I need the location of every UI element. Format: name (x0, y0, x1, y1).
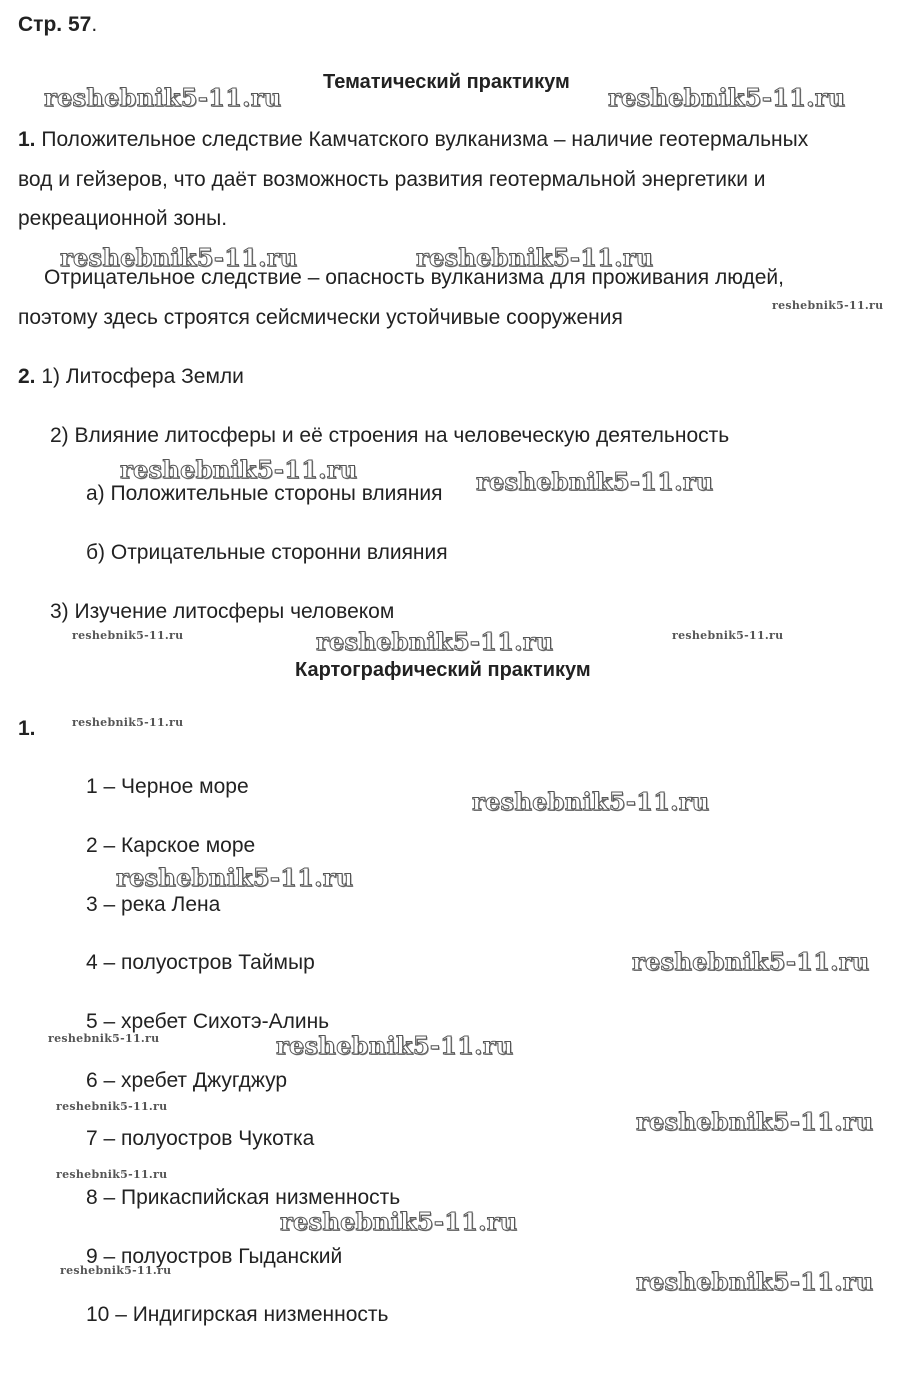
thematic-heading: Тематический практикум (323, 71, 570, 93)
map-item-6: 6 – хребет Джугджур (86, 1069, 288, 1092)
watermark-small: reshebnik5-11.ru (56, 1100, 168, 1113)
map-item-2: 2 – Карское море (86, 834, 256, 857)
task-text: 1) Литосфера Земли (41, 365, 244, 388)
map-item-4: 4 – полуостров Таймыр (86, 951, 315, 974)
thematic-task2-item-2a: а) Положительные стороны влияния (86, 482, 443, 505)
thematic-task2-item-1 (18, 364, 244, 390)
thematic-task2-item-2: 2) Влияние литосферы и её строения на человеческую деятельность (50, 424, 730, 447)
thematic-task1-line-5: поэтому здесь строятся сейсмически устойчивые сооружения (18, 306, 623, 329)
watermark-small: reshebnik5-11.ru (72, 629, 184, 642)
map-item-9: 9 – полуостров Гыданский (86, 1245, 343, 1268)
map-item-5: 5 – хребет Сихотэ-Алинь (86, 1010, 330, 1033)
task-text: Положительное следствие Камчатского вулканизма – наличие геотермальных (41, 128, 809, 151)
thematic-task1-line-4: Отрицательное следствие – опасность вулканизма для проживания людей, (44, 266, 784, 289)
task-number: 1. (18, 128, 36, 151)
watermark: reshebnik5-11.ru (44, 83, 282, 112)
watermark: reshebnik5-11.ru (636, 1107, 874, 1136)
watermark-small: reshebnik5-11.ru (60, 1264, 172, 1277)
map-item-7: 7 – полуостров Чукотка (86, 1127, 315, 1150)
watermark: reshebnik5-11.ru (632, 947, 870, 976)
map-item-10: 10 – Индигирская низменность (86, 1303, 389, 1326)
map-item-1: 1 – Черное море (86, 775, 249, 798)
watermark: reshebnik5-11.ru (276, 1031, 514, 1060)
page-label-dot: . (91, 13, 98, 36)
thematic-task1-line-2: вод и гейзеров, что даёт возможность развития геотермальной энергетики и (18, 168, 766, 191)
thematic-task1-line-1 (18, 127, 808, 153)
watermark: reshebnik5-11.ru (416, 243, 654, 272)
watermark: reshebnik5-11.ru (636, 1267, 874, 1296)
map-item-3: 3 – река Лена (86, 893, 221, 916)
thematic-task2-item-2b: б) Отрицательные сторонни влияния (86, 541, 448, 564)
watermark: reshebnik5-11.ru (116, 863, 354, 892)
task-number: 2. (18, 365, 36, 388)
watermark: reshebnik5-11.ru (120, 455, 358, 484)
cartographic-task1-number: 1. (18, 717, 36, 740)
page-label-text: Стр. 57 (18, 13, 92, 36)
watermark-small: reshebnik5-11.ru (48, 1032, 160, 1045)
watermark: reshebnik5-11.ru (316, 627, 554, 656)
watermark: reshebnik5-11.ru (608, 83, 846, 112)
watermark: reshebnik5-11.ru (476, 467, 714, 496)
watermark-small: reshebnik5-11.ru (72, 716, 184, 729)
watermark-small: reshebnik5-11.ru (772, 299, 884, 312)
thematic-task1-line-3: рекреационной зоны. (18, 207, 228, 230)
watermark: reshebnik5-11.ru (472, 787, 710, 816)
page-label (18, 12, 97, 38)
watermark: reshebnik5-11.ru (280, 1207, 518, 1236)
map-item-8: 8 – Прикаспийская низменность (86, 1186, 401, 1209)
cartographic-heading: Картографический практикум (295, 659, 591, 681)
watermark-small: reshebnik5-11.ru (672, 629, 784, 642)
watermark-small: reshebnik5-11.ru (56, 1168, 168, 1181)
watermark: reshebnik5-11.ru (60, 243, 298, 272)
thematic-task2-item-3: 3) Изучение литосферы человеком (50, 600, 395, 623)
